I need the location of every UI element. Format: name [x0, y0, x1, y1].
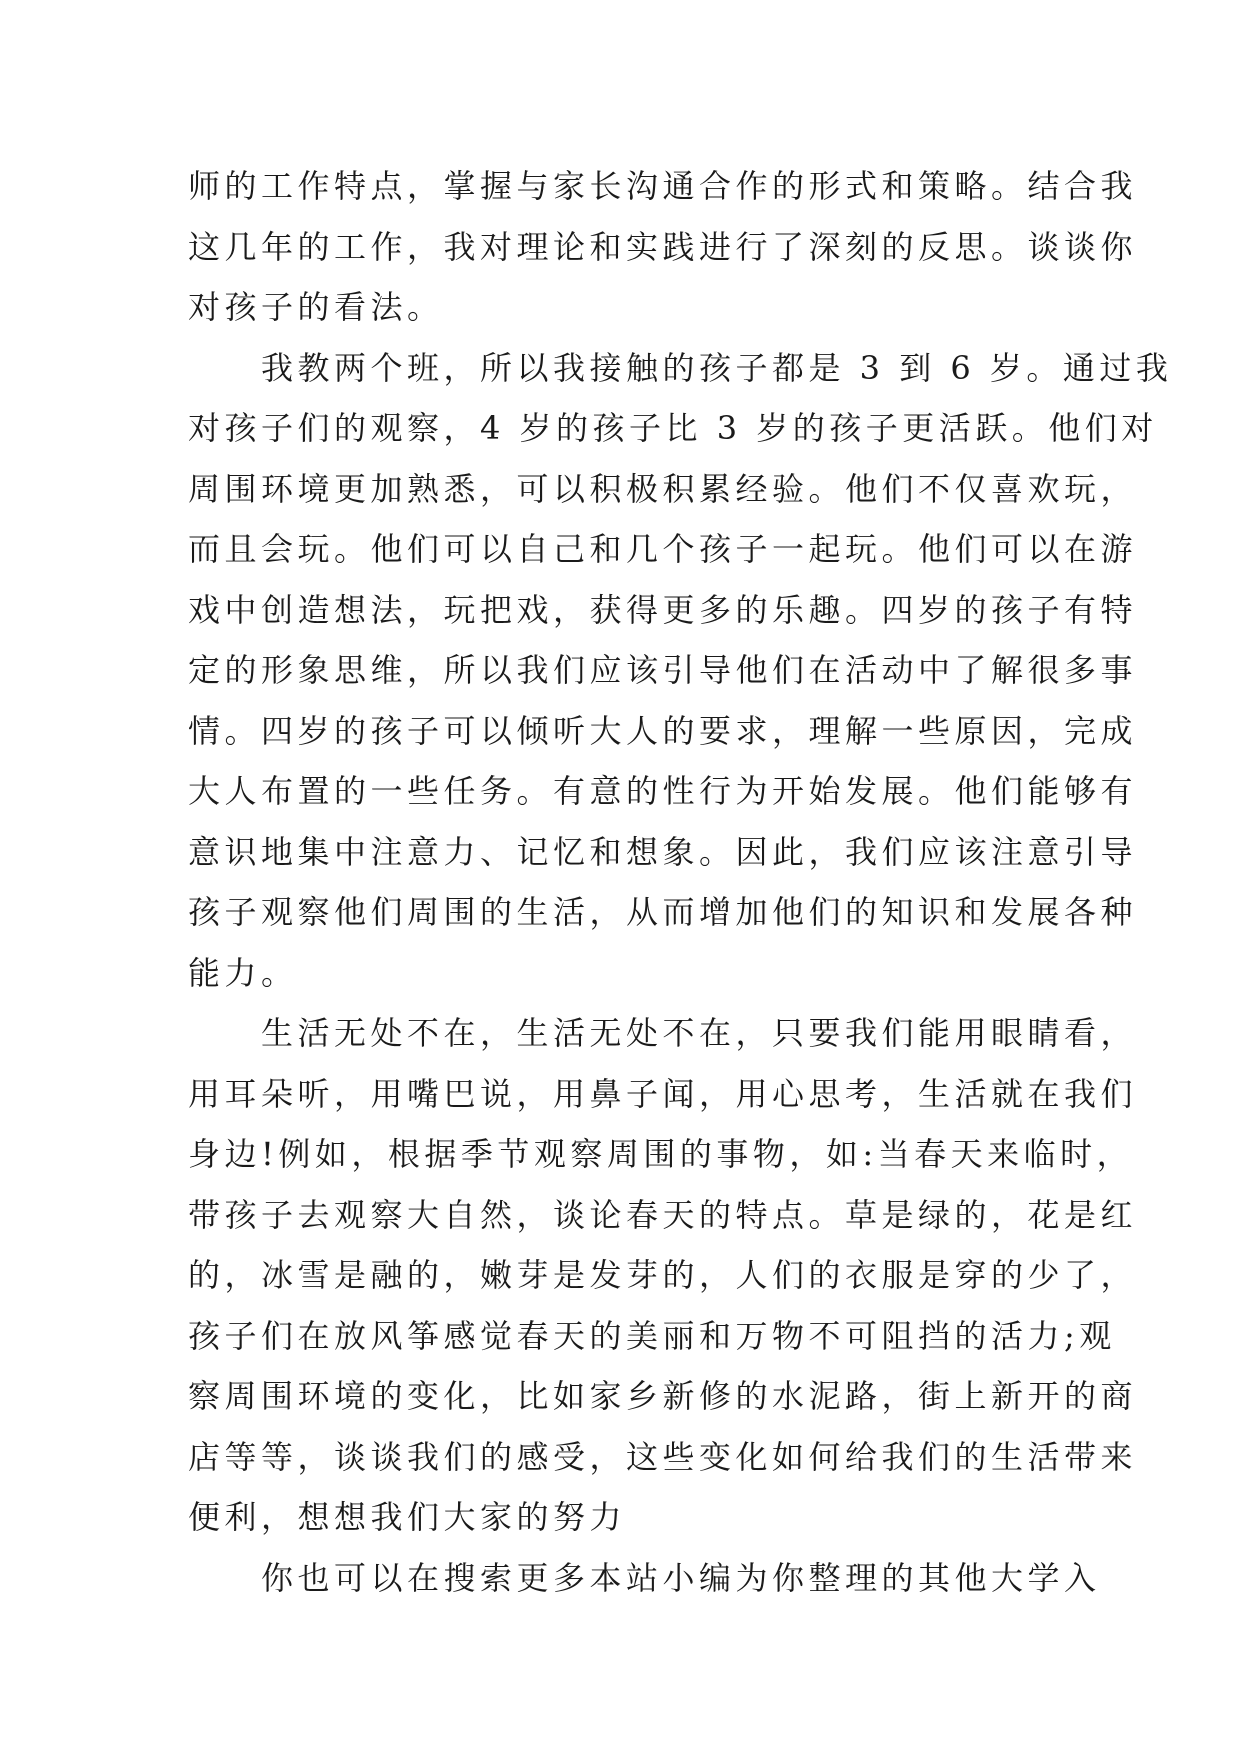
- paragraph-3-line-7: 察周围环境的变化，比如家乡新修的水泥路，街上新开的商: [188, 1377, 1138, 1415]
- paragraph-2-line-8: 大人布置的一些任务。有意的性行为开始发展。他们能够有: [188, 772, 1138, 810]
- paragraph-3-line-9: 便利，想想我们大家的努力: [188, 1498, 627, 1536]
- paragraph-1-line-3: 对孩子的看法。: [188, 288, 444, 326]
- paragraph-2-line-6: 定的形象思维，所以我们应该引导他们在活动中了解很多事: [188, 651, 1138, 689]
- paragraph-3-line-8: 店等等，谈谈我们的感受，这些变化如何给我们的生活带来: [188, 1437, 1138, 1476]
- paragraph-3-line-5: 的，冰雪是融的，嫩芽是发芽的，人们的衣服是穿的少了，: [188, 1256, 1138, 1294]
- paragraph-2-line-11: 能力。: [188, 953, 298, 992]
- paragraph-2-line-10: 孩子观察他们周围的生活，从而增加他们的知识和发展各种: [188, 893, 1138, 931]
- paragraph-3-line-4: 带孩子去观察大自然，谈论春天的特点。草是绿的，花是红: [188, 1195, 1138, 1234]
- paragraph-2-line-9: 意识地集中注意力、记忆和想象。因此，我们应该注意引导: [188, 832, 1138, 871]
- paragraph-4-line-1: 你也可以在搜索更多本站小编为你整理的其他大学入: [261, 1558, 1101, 1597]
- paragraph-1-line-1: 师的工作特点，掌握与家长沟通合作的形式和策略。结合我: [188, 167, 1138, 205]
- paragraph-3-line-2: 用耳朵听，用嘴巴说，用鼻子闻，用心思考，生活就在我们: [188, 1074, 1138, 1113]
- paragraph-2-line-3: 周围环境更加熟悉，可以积极积累经验。他们不仅喜欢玩，: [188, 469, 1138, 508]
- paragraph-2-line-2: 对孩子们的观察，4 岁的孩子比 3 岁的孩子更活跃。他们对: [188, 409, 1158, 447]
- paragraph-3-line-6: 孩子们在放风筝感觉春天的美丽和万物不可阻挡的活力;观: [188, 1316, 1116, 1355]
- paragraph-3-line-1: 生活无处不在，生活无处不在，只要我们能用眼睛看，: [261, 1014, 1138, 1052]
- paragraph-2-line-4: 而且会玩。他们可以自己和几个孩子一起玩。他们可以在游: [188, 530, 1138, 568]
- paragraph-2-line-1: 我教两个班，所以我接触的孩子都是 3 到 6 岁。通过我: [261, 348, 1173, 387]
- paragraph-1-line-2: 这几年的工作，我对理论和实践进行了深刻的反思。谈谈你: [188, 227, 1138, 266]
- paragraph-2-line-7: 情。四岁的孩子可以倾听大人的要求，理解一些原因，完成: [188, 711, 1138, 750]
- paragraph-3-line-3: 身边!例如，根据季节观察周围的事物，如:当春天来临时，: [188, 1135, 1134, 1173]
- paragraph-2-line-5: 戏中创造想法，玩把戏，获得更多的乐趣。四岁的孩子有特: [188, 590, 1138, 629]
- document-body: [188, 156, 1173, 1608]
